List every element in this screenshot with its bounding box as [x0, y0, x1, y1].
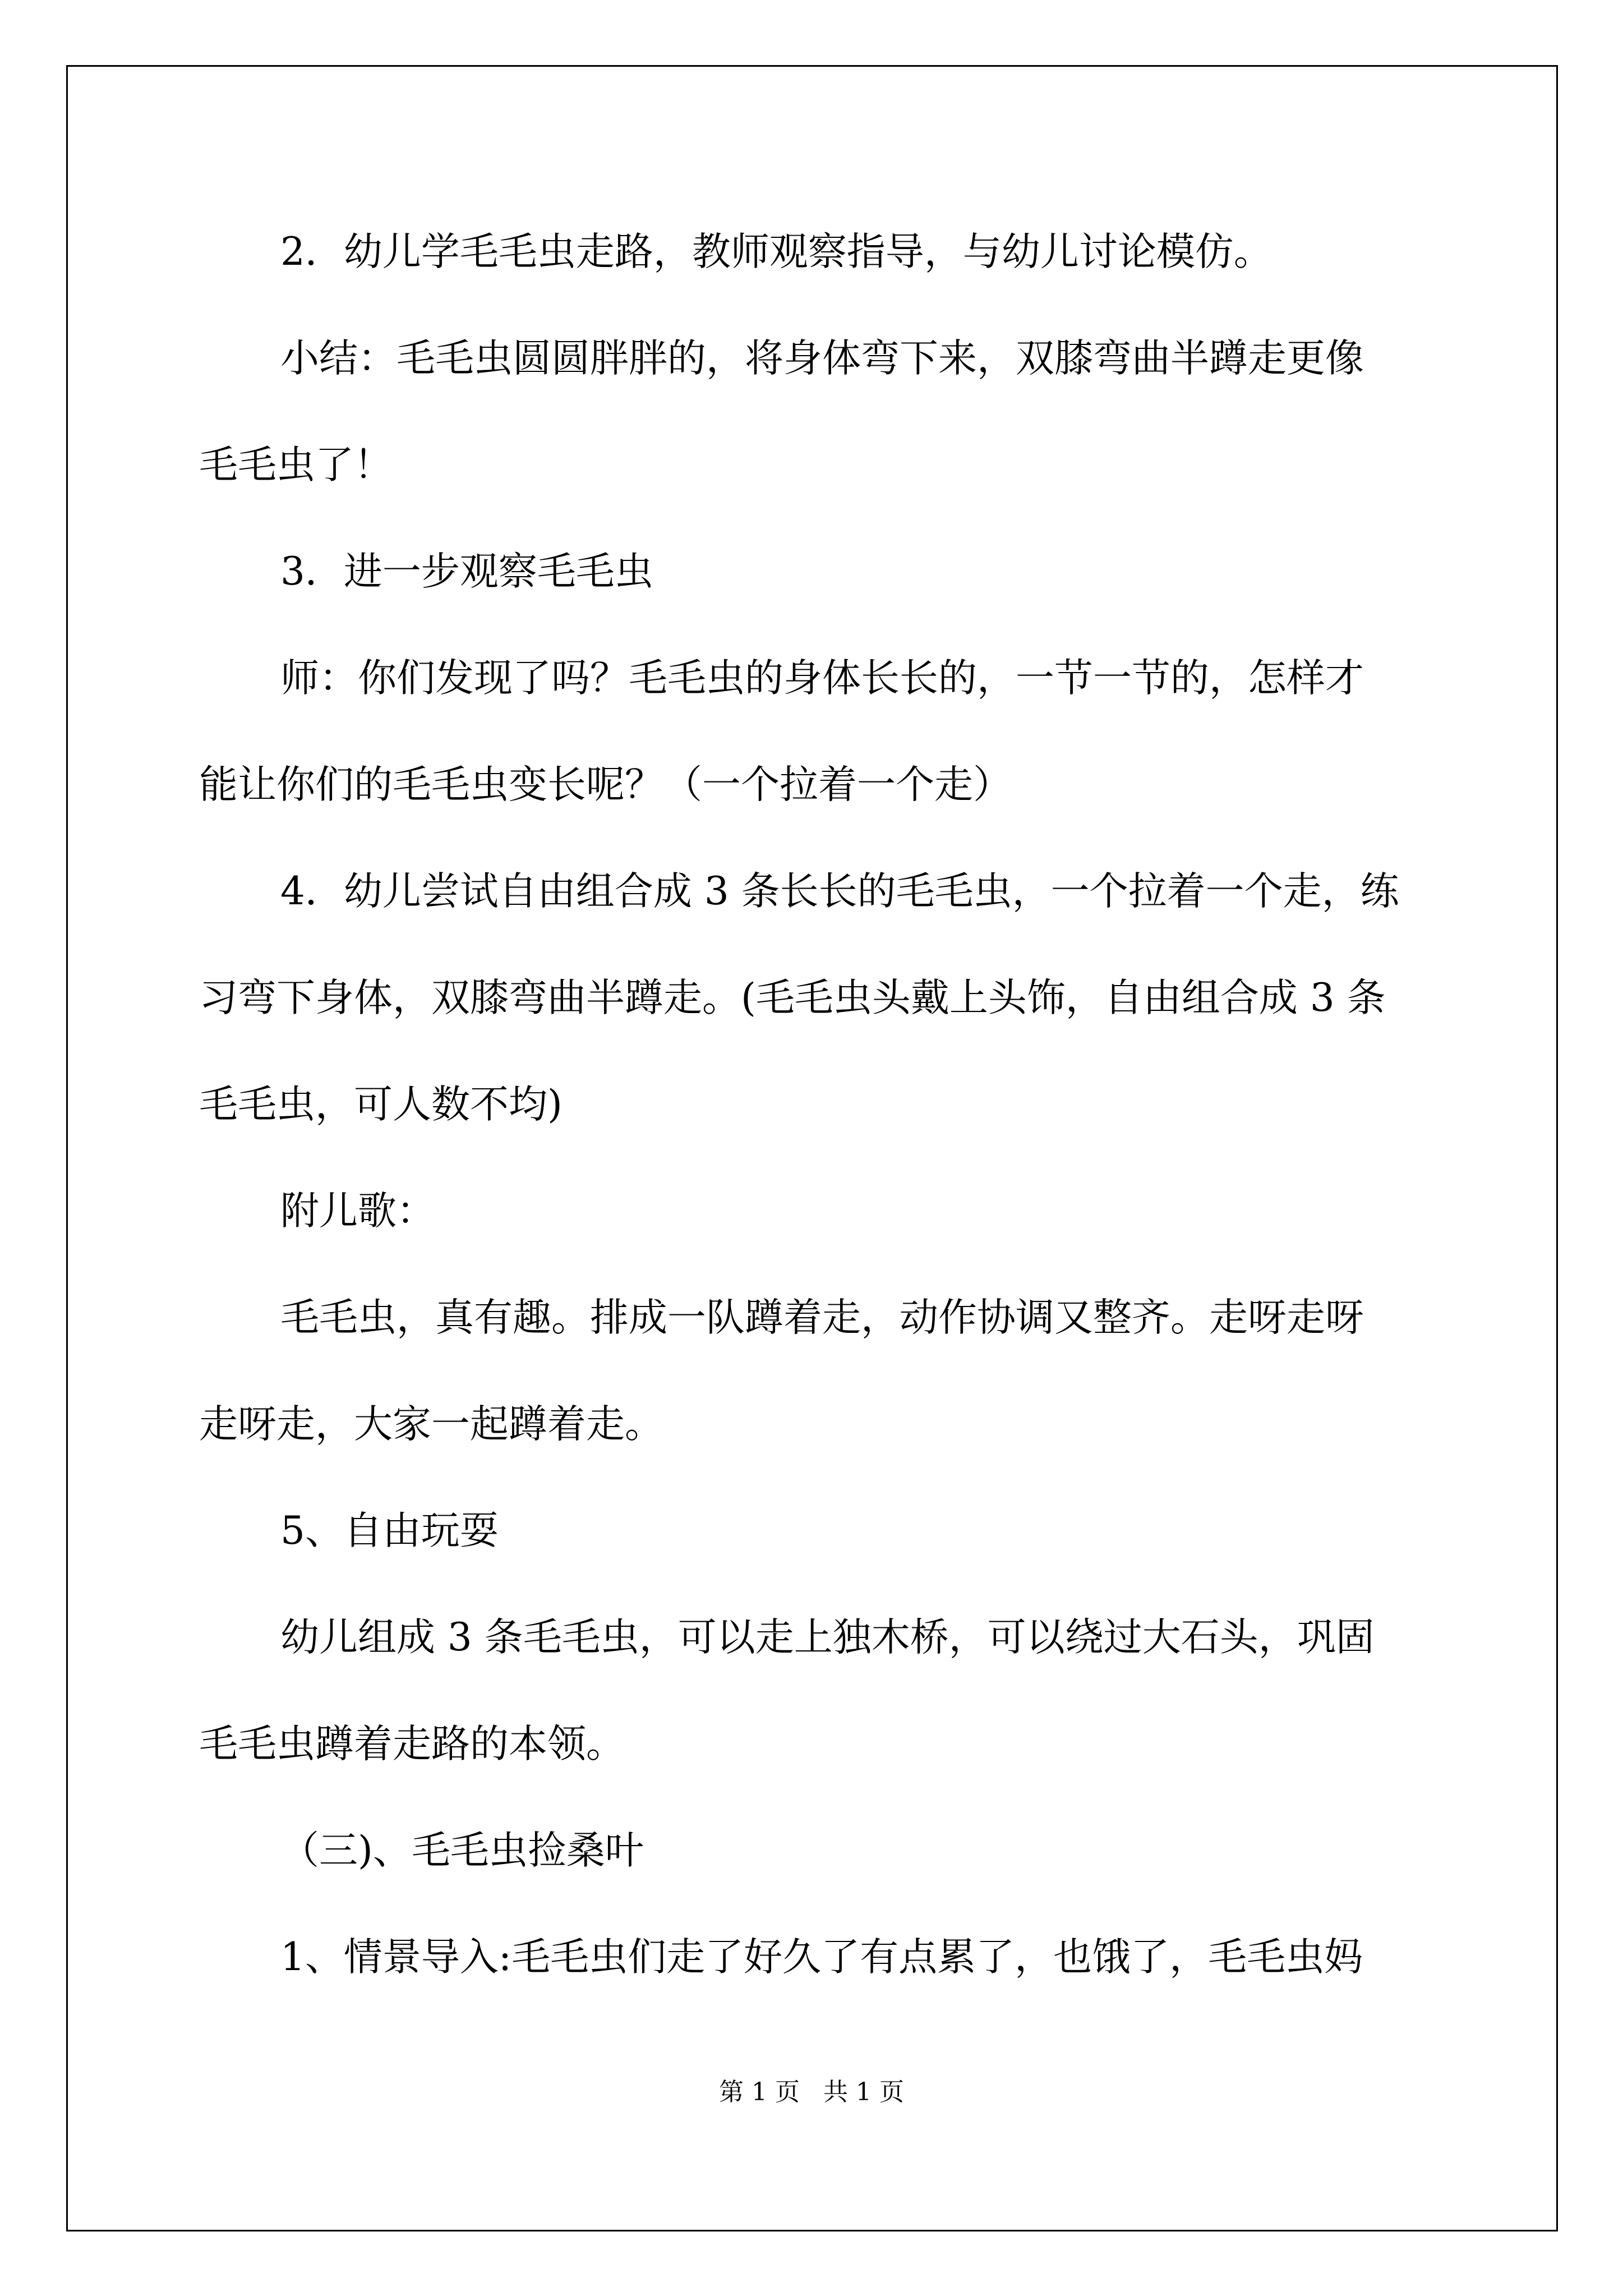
paragraph-line: 毛毛虫，可人数不均) — [199, 1082, 562, 1127]
paragraph-line: 毛毛虫，真有趣。排成一队蹲着走，动作协调又整齐。走呀走呀 — [280, 1295, 1364, 1340]
paragraph-line: 4．幼儿尝试自由组合成 3 条长长的毛毛虫，一个拉着一个走，练 — [280, 869, 1399, 914]
paragraph-line: 1、情景导入:毛毛虫们走了好久了有点累了，也饿了，毛毛虫妈 — [280, 1935, 1363, 1980]
paragraph-line: 5、自由玩耍 — [280, 1508, 499, 1553]
paragraph-line: 小结：毛毛虫圆圆胖胖的，将身体弯下来，双膝弯曲半蹲走更像 — [280, 336, 1364, 381]
page-footer: 第 1 页 共 1 页 — [719, 2078, 904, 2106]
paragraph-line: 2．幼儿学毛毛虫走路，教师观察指导，与幼儿讨论模仿。 — [280, 229, 1272, 274]
paragraph-line: 走呀走，大家一起蹲着走。 — [199, 1402, 663, 1447]
paragraph-line: 3．进一步观察毛毛虫 — [280, 549, 653, 594]
page-border — [66, 65, 1558, 2231]
paragraph-line: 毛毛虫了！ — [199, 443, 393, 487]
paragraph-line: 能让你们的毛毛虫变长呢？（一个拉着一个走） — [199, 762, 1012, 807]
paragraph-line: （三)、毛毛虫捡桑叶 — [280, 1828, 644, 1873]
paragraph-line: 习弯下身体，双膝弯曲半蹲走。(毛毛虫头戴上头饰，自由组合成 3 条 — [199, 976, 1386, 1020]
paragraph-line: 附儿歌： — [280, 1189, 435, 1234]
paragraph-line: 幼儿组成 3 条毛毛虫，可以走上独木桥，可以绕过大石头，巩固 — [280, 1615, 1375, 1660]
paragraph-line: 师：你们发现了吗？毛毛虫的身体长长的，一节一节的，怎样才 — [280, 656, 1364, 701]
paragraph-line: 毛毛虫蹲着走路的本领。 — [199, 1722, 625, 1766]
